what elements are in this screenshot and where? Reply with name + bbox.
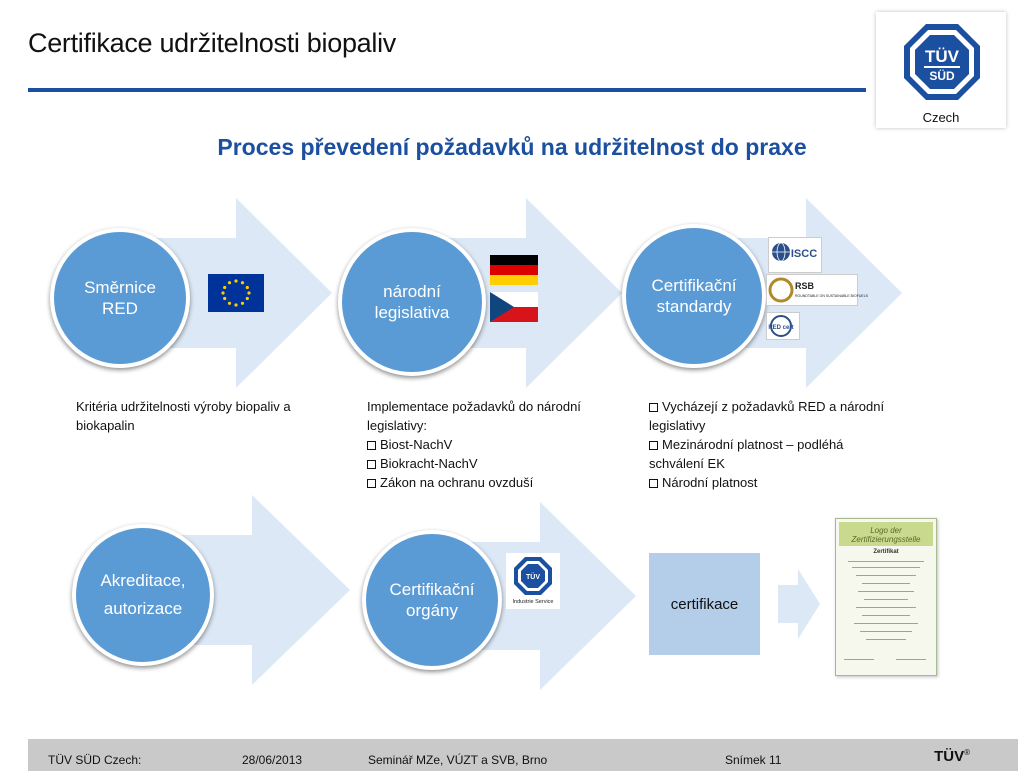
step-accreditation — [72, 524, 214, 666]
rsb-text: RSB — [795, 281, 815, 291]
rsb-mark-icon — [767, 275, 868, 305]
step-label-line: RED — [102, 299, 138, 318]
rsb-tagline: ROUNDTABLE ON SUSTAINABLE BIOFUELS — [795, 294, 868, 298]
czech-flag-icon — [490, 292, 538, 322]
slide-title: Certifikace udržitelnosti biopaliv — [28, 28, 396, 58]
step-1-description — [76, 397, 306, 435]
tuv-octagon-icon — [902, 22, 982, 102]
step-national-legislation — [338, 228, 486, 376]
step-red-directive — [50, 228, 190, 368]
badge-caption: Industrie Service — [512, 599, 554, 605]
step-label-line: Akreditace, — [100, 571, 186, 590]
german-flag-icon — [490, 255, 538, 285]
slide-footer — [28, 739, 1018, 771]
step-label-line: legislativa — [374, 303, 450, 322]
title-divider — [28, 88, 866, 92]
footer-date: 28/06/2013 — [242, 753, 303, 767]
redcert-text: RED cert — [768, 325, 794, 331]
logo-brand: TÜV — [925, 47, 959, 66]
step-label-line: národní — [383, 282, 441, 301]
tuv-logo — [876, 12, 1006, 128]
description-item: Vycházejí z požadavků RED a národní legislativy — [649, 399, 885, 433]
tuv-industrie-badge — [506, 553, 560, 609]
step-label-line: Certifikační — [651, 276, 737, 295]
footer-slide-number: Snímek 11 — [725, 753, 782, 767]
description-item: Biokracht-NachV — [367, 454, 597, 473]
step-certification-bodies — [362, 530, 502, 670]
tuv-octagon-icon — [506, 553, 560, 599]
rsb-logo — [766, 274, 868, 306]
certification-box — [649, 553, 760, 655]
certification-label: certifikace — [670, 595, 739, 613]
document-title: Logo der Zertifizierungsstelle — [851, 526, 921, 544]
checkbox-icon — [367, 460, 376, 469]
description-item: Mezinárodní platnost – podléhá schválení EK — [649, 437, 844, 471]
badge-brand: TÜV — [526, 574, 540, 581]
document-header — [839, 522, 933, 546]
globe-icon — [769, 238, 819, 270]
step-certification-standards — [622, 224, 766, 368]
checkbox-icon — [649, 479, 658, 488]
redcert-logo — [766, 312, 800, 340]
step-2-description — [367, 397, 597, 492]
footer-company: TÜV SÜD Czech: — [48, 753, 142, 767]
description-item: Národní platnost — [649, 473, 889, 492]
checkbox-icon — [649, 403, 658, 412]
iscc-text: ISCC — [790, 248, 818, 260]
redcert-mark-icon — [767, 313, 799, 339]
step-label-line: Certifikační — [389, 580, 475, 599]
step-label-line: standardy — [656, 297, 732, 316]
document-heading: Zertifikat — [873, 549, 899, 555]
iscc-logo — [768, 237, 822, 273]
logo-label: Czech — [922, 110, 960, 125]
checkbox-icon — [649, 441, 658, 450]
certificate-document — [835, 518, 937, 676]
eu-flag-icon — [208, 274, 264, 312]
step-label-line: orgány — [406, 601, 458, 620]
arrow-to-certificate — [778, 569, 820, 639]
step-label-line: Směrnice — [84, 278, 156, 297]
footer-tuv-mark: TÜV® — [934, 748, 970, 765]
process-heading: Proces převedení požadavků na udržitelnost do praxe — [217, 134, 807, 160]
step-3-description — [649, 397, 889, 492]
description-text: Kritéria udržitelnosti výroby biopaliv a biokapalin — [76, 399, 291, 433]
description-item: Zákon na ochranu ovzduší — [367, 473, 597, 492]
description-item: Biost-NachV — [367, 435, 597, 454]
footer-event: Seminář MZe, VÚZT a SVB, Brno — [368, 753, 548, 767]
checkbox-icon — [367, 479, 376, 488]
checkbox-icon — [367, 441, 376, 450]
description-intro: Implementace požadavků do národní legislativy: — [367, 399, 581, 433]
step-label-line: autorizace — [103, 599, 183, 618]
logo-sub: SÜD — [929, 69, 955, 83]
